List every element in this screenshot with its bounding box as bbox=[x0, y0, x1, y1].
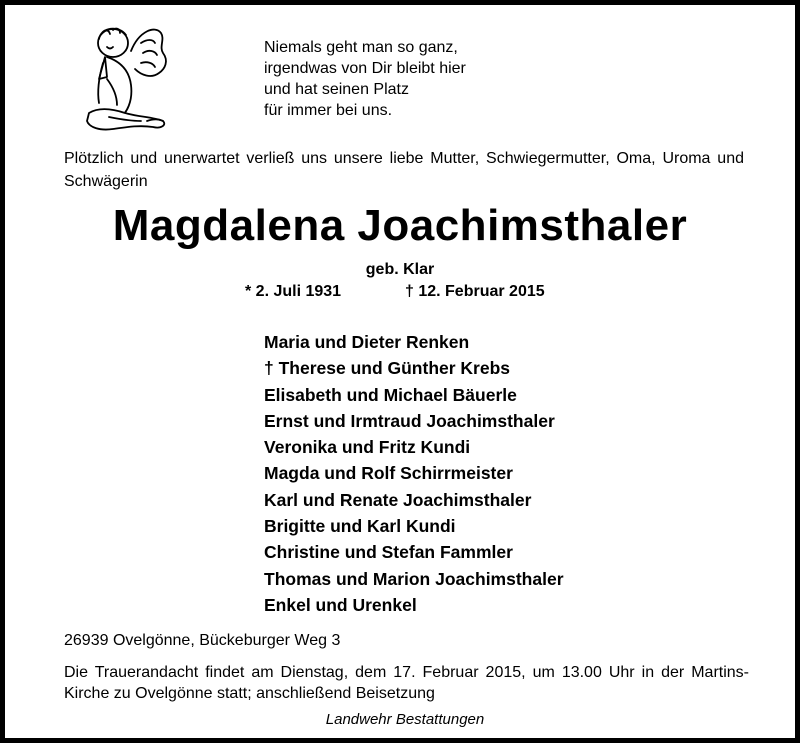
mourner: Elisabeth und Michael Bäuerle bbox=[264, 384, 517, 405]
mourner: Karl und Renate Joachimsthaler bbox=[264, 489, 532, 510]
mourner: Ernst und Irmtraud Joachimsthaler bbox=[264, 410, 555, 431]
family-address: 26939 Ovelgönne, Bückeburger Weg 3 bbox=[64, 632, 341, 649]
mourner: Magda und Rolf Schirrmeister bbox=[264, 463, 513, 484]
verse-line: Niemals geht man so ganz, bbox=[264, 39, 458, 56]
mourner: Brigitte und Karl Kundi bbox=[264, 516, 456, 537]
verse-line: irgendwas von Dir bleibt hier bbox=[264, 60, 466, 77]
verse-line: für immer bei uns. bbox=[264, 102, 393, 119]
service-info: Die Trauerandacht findet am Dienstag, dem 17. Februar 2015, um 13.00 Uhr in der Martins-Kirche zu Ovelgönne statt; anschließend Beisetzung bbox=[64, 664, 749, 702]
mourner: † Therese und Günther Krebs bbox=[264, 358, 511, 379]
deceased-name: Magdalena Joachimsthaler bbox=[112, 201, 688, 250]
praying-angel-icon bbox=[69, 17, 181, 135]
mourner: Enkel und Urenkel bbox=[264, 594, 417, 615]
intro-text: Plötzlich und unerwartet verließ uns unsere liebe Mutter, Schwiegermutter, Oma, Uroma und Schwägerin bbox=[64, 150, 744, 190]
verse bbox=[264, 37, 466, 121]
birth-date: * 2. Juli 1931 bbox=[245, 283, 342, 300]
mourner: Thomas und Marion Joachimsthaler bbox=[264, 568, 564, 589]
mourner: Christine und Stefan Fammler bbox=[264, 542, 513, 563]
mourner: Veronika und Fritz Kundi bbox=[264, 437, 471, 458]
birth-name: geb. Klar bbox=[365, 261, 435, 278]
undertaker: Landwehr Bestattungen bbox=[325, 711, 485, 728]
death-date: † 12. Februar 2015 bbox=[405, 283, 545, 300]
mourners-list bbox=[264, 329, 564, 618]
mourner: Maria und Dieter Renken bbox=[264, 332, 470, 352]
verse-line: und hat seinen Platz bbox=[264, 81, 409, 98]
